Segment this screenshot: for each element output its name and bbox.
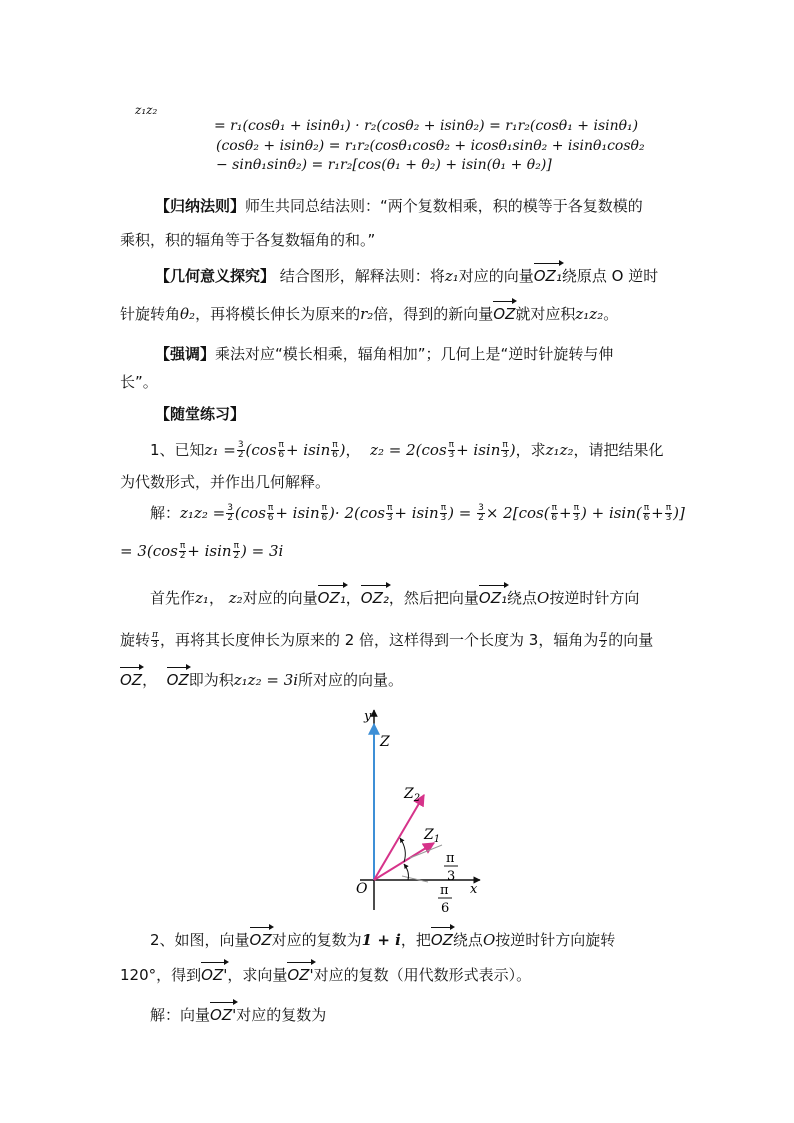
frac-den: 3 xyxy=(448,450,455,460)
geo-paragraph-2 xyxy=(120,304,618,324)
practice-label: 【随堂练习】 xyxy=(155,405,246,423)
rule-label: 【归纳法则】 xyxy=(155,197,246,215)
sol-end: )] xyxy=(673,504,685,522)
frac-num: π xyxy=(551,503,557,513)
p1-d: 绕点 xyxy=(507,589,538,607)
q2-e: 按逆时针方向旋转 xyxy=(495,931,616,949)
q2-line-3 xyxy=(150,1005,326,1025)
sol-frac-pi3d xyxy=(665,504,672,523)
sol-z1z2: z₁z₂ = xyxy=(180,504,226,522)
emphasis-label: 【强调】 xyxy=(155,345,216,363)
sol-plus-2: + isin xyxy=(394,504,439,522)
q2-g: ，求向量 xyxy=(227,966,288,984)
p2-frac-pi3 xyxy=(151,631,159,650)
sol-frac-pi2b xyxy=(233,542,240,561)
emphasis-text-1: 乘法对应“模长相乘，辐角相加”；几何上是“逆时针旋转与伸 xyxy=(215,345,614,363)
q1-text-b: ，求 xyxy=(515,441,546,459)
sol-isin: ) + isin( xyxy=(580,504,642,522)
sol-frac-pi6d xyxy=(643,504,650,523)
q1-close: ) xyxy=(339,441,346,459)
geo-text-5: ，再将模长伸长为原来的 xyxy=(195,305,361,323)
q2-value: 1 + i xyxy=(361,931,401,949)
rule-paragraph xyxy=(155,196,643,216)
q1-z1: z₁ = xyxy=(204,441,236,459)
q2-vector-ozp: OZ' xyxy=(201,966,228,984)
geo-text-3: 绕原点 O 逆时 xyxy=(561,267,659,285)
frac-num: π xyxy=(502,440,508,450)
label-pi3-den: 3 xyxy=(447,869,456,884)
sol-cos: (cos xyxy=(234,504,266,522)
sol-times: × 2[cos( xyxy=(485,504,550,522)
vector-oz2 xyxy=(374,795,424,880)
p1-z1: z₁ xyxy=(195,589,209,607)
p1-o: O xyxy=(537,589,550,607)
p2-a: 旋转 xyxy=(120,631,151,649)
p3-eq: z₁z₂ = 3i xyxy=(233,671,299,689)
q1-line-2: 为代数形式，并作出几何解释。 xyxy=(120,473,331,491)
q2-vector-oz: OZ xyxy=(249,931,272,949)
geo-text-2: 对应的向量 xyxy=(458,267,534,285)
q2-vector-ozp-b: OZ' xyxy=(287,966,314,984)
rule-paragraph-2: 乘积，积的辐角等于各复数辐角的和。” xyxy=(120,231,376,249)
frac-den: 2 xyxy=(478,513,484,523)
p2-line xyxy=(120,630,653,650)
sol-frac-3-2b xyxy=(477,504,485,523)
rule-text-1: 师生共同总结法则：“两个复数相乘，积的模等于各复数模的 xyxy=(245,197,643,215)
frac-num: π xyxy=(386,503,393,513)
geo-text-4: 针旋转角 xyxy=(120,305,181,323)
label-x: x xyxy=(470,882,478,897)
p1-text: 首先作 xyxy=(150,589,196,607)
geo-theta2: θ₂ xyxy=(180,305,196,323)
p1-b: 对应的向量 xyxy=(242,589,318,607)
geo-text-7: 就对应积 xyxy=(515,305,576,323)
emphasis-paragraph-2: 长”。 xyxy=(120,373,158,391)
sol-frac-pi3c xyxy=(573,504,580,523)
sol-l2b: ) = 3i xyxy=(241,542,284,560)
p3-vector-oz-b: OZ xyxy=(166,671,189,689)
arc-angle-pi3 xyxy=(400,838,405,862)
frac-num: 3 xyxy=(478,503,484,513)
q1-frac-pi-3 xyxy=(448,441,455,460)
p1-comma: ， xyxy=(208,589,224,607)
q2-o: O xyxy=(482,931,496,949)
frac-num: 3 xyxy=(237,440,244,450)
q2-vector-ozp-c: OZ' xyxy=(210,1006,237,1024)
frac-num: π xyxy=(448,440,455,450)
geo-z1: z₁ xyxy=(444,267,459,285)
q2-line-1 xyxy=(150,930,615,950)
frac-num: π xyxy=(573,503,579,513)
frac-den: 3 xyxy=(502,450,508,460)
sol-eq: = xyxy=(458,504,472,522)
q1-text-c: ，请把结果化 xyxy=(573,441,664,459)
q1-line-1 xyxy=(150,440,664,460)
q1-frac-3-2 xyxy=(237,441,245,460)
frac-den: 2 xyxy=(227,513,233,523)
frac-num: π xyxy=(600,630,607,640)
sol-frac-pi3b xyxy=(440,504,447,523)
label-o: O xyxy=(356,881,368,897)
sol-l2a: = 3(cos xyxy=(120,542,178,560)
frac-den: 3 xyxy=(386,513,393,523)
q1-plus-2: + isin xyxy=(456,441,501,459)
frac-den: 6 xyxy=(643,513,650,523)
q2-c: ，把 xyxy=(400,931,431,949)
frac-den: 2 xyxy=(237,450,244,460)
q1-z2: z₂ = 2(cos xyxy=(370,441,447,459)
q1-text-a: 1、已知 xyxy=(150,441,205,459)
emphasis-paragraph xyxy=(155,344,613,364)
p2-c: 的向量 xyxy=(608,631,654,649)
p2-b: ，再将其长度伸长为原来的 2 倍，这样得到一个长度为 3，辐角为 xyxy=(159,631,599,649)
q1-close-2: ) xyxy=(509,441,516,459)
sol-plus: + isin xyxy=(275,504,320,522)
frac-den: 6 xyxy=(267,513,274,523)
p3-vector-oz: OZ xyxy=(120,671,143,689)
q1-frac-pi-6b xyxy=(331,441,338,460)
p3-comma: ， xyxy=(142,671,158,689)
p1-vector-oz1: OZ₁ xyxy=(317,589,346,607)
sol-frac-pi6b xyxy=(321,504,328,523)
frac-den: 2 xyxy=(179,551,186,561)
sol-frac-pi2 xyxy=(179,542,186,561)
geo-paragraph xyxy=(155,266,658,286)
q1-comma: ， xyxy=(345,441,361,459)
sol-plus-4: + xyxy=(651,504,664,522)
sol-frac-pi3 xyxy=(386,504,393,523)
q1-z1z2: z₁z₂ xyxy=(545,441,574,459)
q2-b: 对应的复数为 xyxy=(271,931,362,949)
frac-den: 6 xyxy=(551,513,558,523)
frac-den: 6 xyxy=(332,450,338,460)
frac-num: π xyxy=(665,503,672,513)
q2-line-2 xyxy=(120,965,531,985)
q1-cos: (cos xyxy=(245,441,277,459)
frac-num: π xyxy=(278,440,284,450)
frac-den: 2 xyxy=(600,640,607,650)
p1-vector-oz2: OZ₂ xyxy=(360,589,389,607)
p1-vector-oz1-b: OZ₁ xyxy=(478,589,508,607)
geo-text-6: 倍，得到的新向量 xyxy=(373,305,494,323)
p1-c: ，然后把向量 xyxy=(388,589,479,607)
geo-vector-oz1: OZ₁ xyxy=(533,267,562,285)
sol-plus-5: + isin xyxy=(187,542,232,560)
label-pi6-den: 6 xyxy=(441,901,450,916)
eq-line-3: − sinθ₁sinθ₂) = r₁r₂[cos(θ₁ + θ₂) + isin(θ₁ + θ₂)] xyxy=(216,157,552,173)
frac-den: 3 xyxy=(573,513,580,523)
sol-line-1 xyxy=(150,503,685,523)
q2-d: 绕点 xyxy=(452,931,483,949)
q2-vector-oz-b: OZ xyxy=(430,931,453,949)
geo-vector-oz: OZ xyxy=(493,305,516,323)
label-pi6-num: π xyxy=(440,883,449,898)
frac-den: 2 xyxy=(233,551,240,561)
frac-den: 3 xyxy=(440,513,447,523)
label-z1: $Z_1$ xyxy=(424,827,441,845)
frac-den: 6 xyxy=(278,450,285,460)
eq-line-1: = r₁(cosθ₁ + isinθ₁) · r₂(cosθ₂ + isinθ₂) = r₁r₂(cosθ₁ + isinθ₁) xyxy=(214,118,639,134)
p1-z2: z₂ xyxy=(228,589,243,607)
q1-frac-pi-6 xyxy=(278,441,285,460)
label-z: Z xyxy=(380,734,390,750)
p3-a: 即为积 xyxy=(188,671,234,689)
frac-num: π xyxy=(233,541,240,551)
vector-figure xyxy=(330,700,490,920)
sol-frac-3-2 xyxy=(226,504,234,523)
frac-den: 3 xyxy=(152,640,158,650)
label-y: y xyxy=(364,709,372,724)
frac-num: π xyxy=(267,503,274,513)
sol-close-2: ) xyxy=(448,504,454,522)
p3-line xyxy=(120,670,403,690)
frac-num: π xyxy=(643,503,650,513)
p2-frac-pi2 xyxy=(599,631,607,650)
q1-frac-pi-3b xyxy=(501,441,508,460)
frac-num: 3 xyxy=(227,503,233,513)
q1-plus: + isin xyxy=(285,441,331,459)
frac-num: π xyxy=(179,541,186,551)
eq-line-2: (cosθ₂ + isinθ₂) = r₁r₂(cosθ₁cosθ₂ + icosθ₁sinθ₂ + isinθ₁cosθ₂ xyxy=(216,138,645,154)
frac-num: π xyxy=(440,503,447,513)
frac-den: 6 xyxy=(321,513,328,523)
eq-lhs: z₁z₂ xyxy=(135,103,158,117)
geo-text-8: 。 xyxy=(603,305,619,323)
q2-f: 120°，得到 xyxy=(120,966,202,984)
frac-num: π xyxy=(332,440,338,450)
p3-b: 所对应的向量。 xyxy=(298,671,404,689)
label-pi3-num: π xyxy=(446,851,455,866)
sol-plus-3: + xyxy=(558,504,572,522)
p1-line xyxy=(150,588,639,608)
q2-sol: 解：向量 xyxy=(150,1006,211,1024)
guide-line-pi6 xyxy=(402,876,428,882)
geo-z1z2: z₁z₂ xyxy=(575,305,604,323)
sol-line-2 xyxy=(120,541,283,561)
geo-label: 【几何意义探究】 xyxy=(155,267,276,285)
q2-sol2: 对应的复数为 xyxy=(236,1006,327,1024)
q2-h: 对应的复数（用代数形式表示）。 xyxy=(313,966,532,984)
sol-frac-pi6 xyxy=(267,504,274,523)
p1-sep: ， xyxy=(345,589,361,607)
frac-den: 3 xyxy=(665,513,672,523)
frac-num: π xyxy=(152,630,158,640)
sol-frac-pi6c xyxy=(551,504,558,523)
geo-r2: r₂ xyxy=(360,305,374,323)
frac-num: π xyxy=(321,503,328,513)
q2-a: 2、如图，向量 xyxy=(150,931,250,949)
label-z2: $Z_2$ xyxy=(404,786,421,804)
p1-e: 按逆时针方向 xyxy=(549,589,640,607)
sol-mid: · 2(cos xyxy=(334,504,385,522)
geo-text-1: 结合图形，解释法则：将 xyxy=(279,267,445,285)
sol-close: ) xyxy=(329,504,335,522)
sol-label: 解： xyxy=(150,504,181,522)
